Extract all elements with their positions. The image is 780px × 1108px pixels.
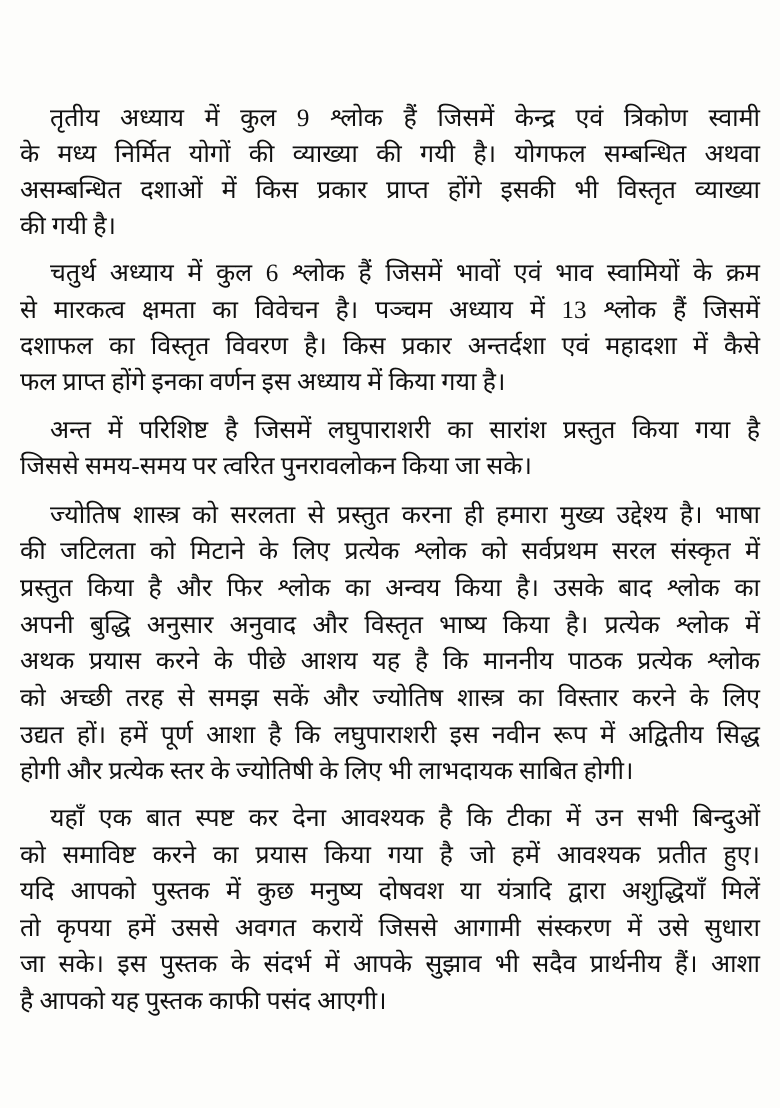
text-line: अथक प्रयास करने के पीछे आशय यह है कि माननीय पाठक प्रत्येक श्लोक (20, 648, 760, 675)
text-line: उद्यत हों। हमें पूर्ण आशा है कि लघुपाराशरी इस नवीन रूप में अद्वितीय सिद्ध (20, 722, 760, 749)
text-line: होगी और प्रत्येक स्तर के ज्योतिषी के लिए भी लाभदायक साबित होगी। (20, 758, 634, 785)
text-line: फल प्राप्त होंगे इनका वर्णन इस अध्याय में किया गया है। (20, 369, 506, 396)
text-line: अन्त में परिशिष्ट है जिसमें लघुपाराशरी का सारांश प्रस्तुत किया गया है (50, 417, 760, 444)
text-line: यहाँ एक बात स्पष्ट कर देना आवश्यक है कि टीका में उन सभी बिन्दुओं (50, 805, 760, 832)
text-line: के मध्य निर्मित योगों की व्याख्या की गयी है। योगफल सम्बन्धित अथवा (20, 141, 760, 168)
text-line: चतुर्थ अध्याय में कुल 6 श्लोक हैं जिसमें भावों एवं भाव स्वामियों के क्रम (50, 260, 760, 287)
text-line: से मारकत्व क्षमता का विवेचन है। पञ्चम अध्याय में 13 श्लोक हैं जिसमें (20, 297, 760, 324)
text-line: तृतीय अध्याय में कुल 9 श्लोक हैं जिसमें केन्द्र एवं त्रिकोण स्वामी (50, 105, 760, 132)
text-line: जिससे समय-समय पर त्वरित पुनरावलोकन किया जा सके। (20, 453, 532, 480)
text-line: ज्योतिष शास्त्र को सरलता से प्रस्तुत करना ही हमारा मुख्य उद्देश्य है। भाषा (50, 502, 760, 529)
text-line: असम्बन्धित दशाओं में किस प्रकार प्राप्त होंगे इसकी भी विस्तृत व्याख्या (20, 177, 760, 204)
text-line: की गयी है। (20, 213, 116, 240)
text-line: को अच्छी तरह से समझ सकें और ज्योतिष शास्त्र का विस्तार करने के लिए (20, 685, 760, 712)
text-line: यदि आपको पुस्तक में कुछ मनुष्य दोषवश या यंत्रादि द्वारा अशुद्धियाँ मिलें (20, 878, 760, 905)
text-line: दशाफल का विस्तृत विवरण है। किस प्रकार अन्तर्दशा एवं महादशा में कैसे (20, 333, 760, 360)
text-line: जा सके। इस पुस्तक के संदर्भ में आपके सुझाव भी सदैव प्रार्थनीय हैं। आशा (20, 951, 760, 978)
text-line: को समाविष्ट करने का प्रयास किया गया है जो हमें आवश्यक प्रतीत हुए। (20, 842, 760, 869)
text-line: है आपको यह पुस्तक काफी पसंद आएगी। (20, 988, 387, 1015)
text-line: की जटिलता को मिटाने के लिए प्रत्येक श्लोक को सर्वप्रथम सरल संस्कृत में (20, 538, 760, 565)
text-line: तो कृपया हमें उससे अवगत करायें जिससे आगामी संस्करण में उसे सुधारा (20, 915, 760, 942)
text-line: अपनी बुद्धि अनुसार अनुवाद और विस्तृत भाष्य किया है। प्रत्येक श्लोक में (20, 612, 760, 639)
text-line: प्रस्तुत किया है और फिर श्लोक का अन्वय किया है। उसके बाद श्लोक का (20, 575, 760, 602)
